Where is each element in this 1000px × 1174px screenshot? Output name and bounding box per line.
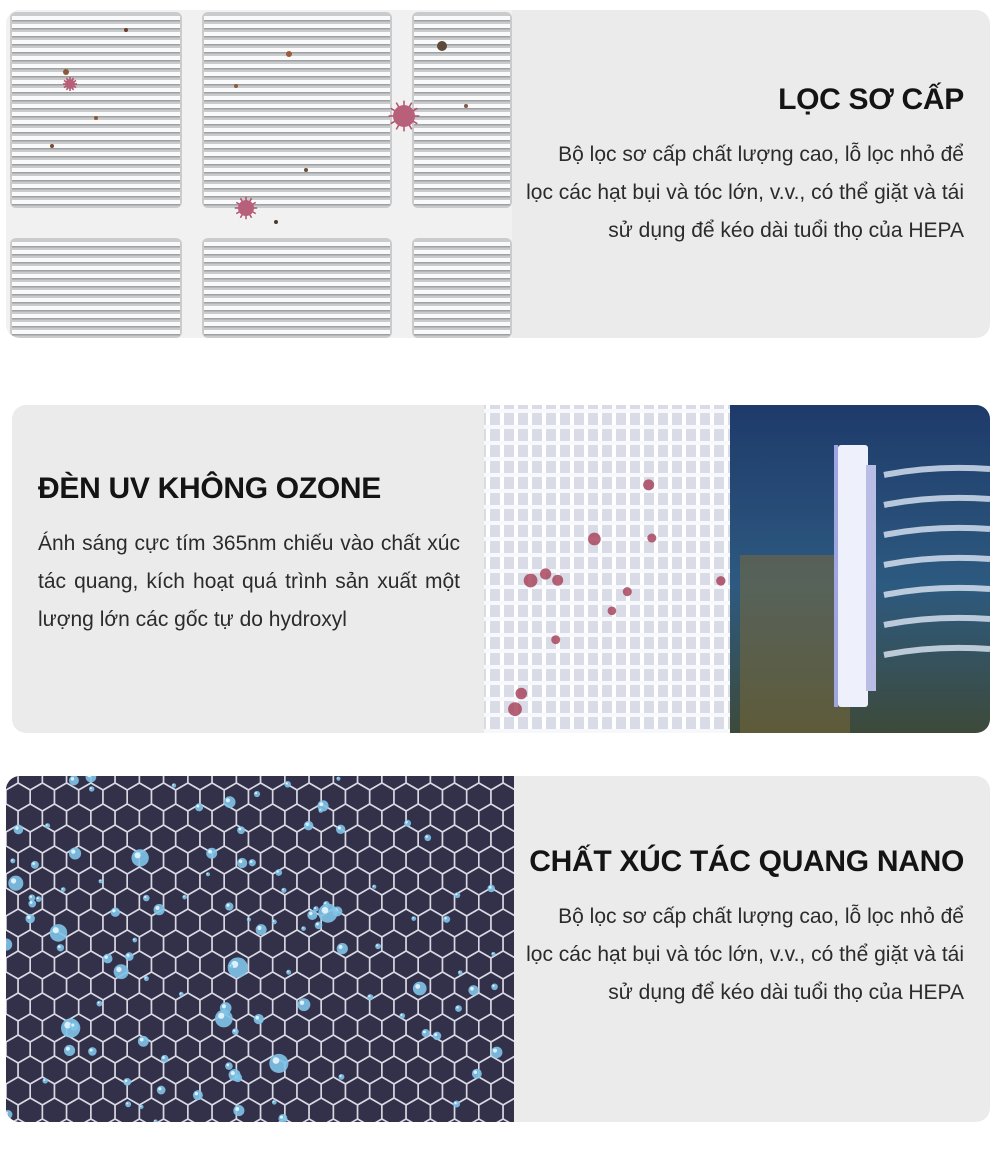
feature-text-nano-catalyst bbox=[526, 844, 964, 1012]
feature-description: Bộ lọc sơ cấp chất lượng cao, lỗ lọc nhỏ để lọc các hạt bụi và tóc lớn, v.v., có thể giặt và tái sử dụng để kéo dài tuổi thọ của HEPA bbox=[526, 905, 964, 1004]
feature-description: Bộ lọc sơ cấp chất lượng cao, lỗ lọc nhỏ để lọc các hạt bụi và tóc lớn, v.v., có thể giặt và tái sử dụng để kéo dài tuổi thọ của HEPA bbox=[526, 143, 964, 242]
feature-title: LỌC SƠ CẤP bbox=[778, 83, 964, 116]
feature-title: CHẤT XÚC TÁC QUANG NANO bbox=[529, 845, 964, 878]
feature-text-uv-lamp bbox=[38, 471, 460, 639]
feature-title: ĐÈN UV KHÔNG OZONE bbox=[38, 472, 381, 505]
nano-honeycomb-image bbox=[6, 776, 514, 1122]
feature-card-primary-filter bbox=[6, 10, 990, 338]
feature-card-nano-catalyst bbox=[6, 776, 990, 1122]
feature-description: Ánh sáng cực tím 365nm chiếu vào chất xúc tác quang, kích hoạt quá trình sản xuất một lượng lớn các gốc tự do hydroxyl bbox=[38, 532, 460, 631]
feature-card-uv-lamp bbox=[12, 405, 990, 733]
uv-lamp-grid-image bbox=[484, 405, 990, 733]
primary-filter-grille-image bbox=[6, 10, 512, 338]
feature-text-primary-filter bbox=[526, 82, 964, 250]
